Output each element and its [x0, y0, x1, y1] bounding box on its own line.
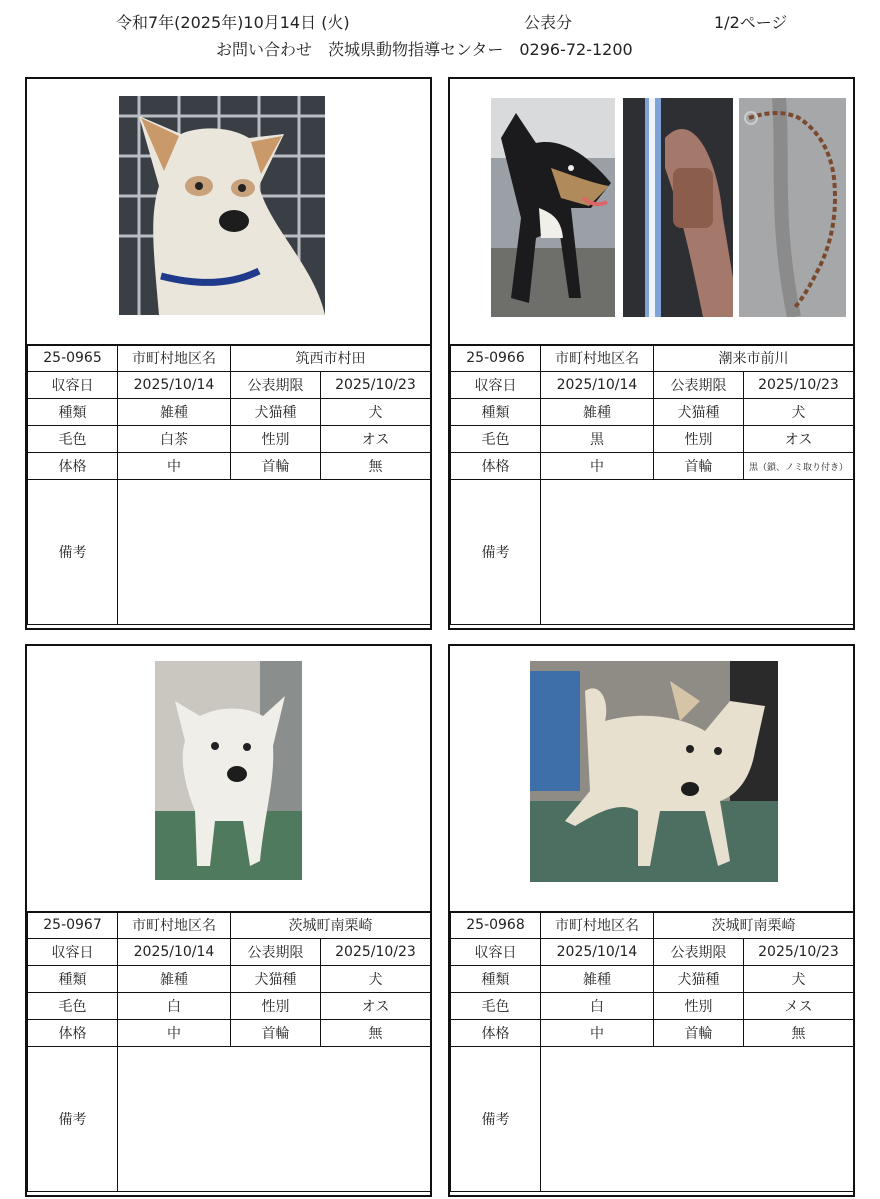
color-label: 毛色 — [28, 993, 118, 1020]
animal-card — [25, 77, 432, 630]
species-label: 犬猫種 — [231, 966, 321, 993]
size-value: 中 — [118, 453, 231, 480]
sex-value: オス — [321, 993, 431, 1020]
collar-photo — [623, 98, 733, 317]
dog-photo — [491, 98, 615, 317]
info-table — [27, 911, 431, 1192]
animal-card — [448, 77, 855, 630]
sex-label: 性別 — [654, 426, 744, 453]
color-label: 毛色 — [451, 426, 541, 453]
deadline-value: 2025/10/23 — [321, 939, 431, 966]
publication-date: 令和7年(2025年)10月14日 (火) — [116, 13, 350, 32]
deadline-value: 2025/10/23 — [321, 372, 431, 399]
deadline-label: 公表期限 — [654, 939, 744, 966]
color-value: 黒 — [541, 426, 654, 453]
dog-photo — [119, 96, 325, 315]
kind-label: 種類 — [28, 399, 118, 426]
intake-value: 2025/10/14 — [118, 372, 231, 399]
sex-value: オス — [744, 426, 854, 453]
sex-label: 性別 — [231, 426, 321, 453]
color-value: 白 — [118, 993, 231, 1020]
intake-value: 2025/10/14 — [541, 939, 654, 966]
intake-value: 2025/10/14 — [118, 939, 231, 966]
species-value: 犬 — [321, 399, 431, 426]
color-value: 白 — [541, 993, 654, 1020]
collar-label: 首輪 — [231, 1020, 321, 1047]
species-value: 犬 — [744, 399, 854, 426]
collar-value: 無 — [744, 1020, 854, 1047]
deadline-label: 公表期限 — [231, 372, 321, 399]
color-value: 白茶 — [118, 426, 231, 453]
species-value: 犬 — [321, 966, 431, 993]
animal-id: 25-0967 — [28, 912, 118, 939]
kind-label: 種類 — [28, 966, 118, 993]
kind-label: 種類 — [451, 966, 541, 993]
collar-value: 無 — [321, 453, 431, 480]
color-label: 毛色 — [28, 426, 118, 453]
remarks-label: 備考 — [451, 480, 541, 625]
color-label: 毛色 — [451, 993, 541, 1020]
deadline-label: 公表期限 — [231, 939, 321, 966]
intake-label: 収容日 — [451, 939, 541, 966]
remarks-value — [118, 1047, 431, 1192]
sex-label: 性別 — [654, 993, 744, 1020]
intake-label: 収容日 — [28, 372, 118, 399]
sex-value: メス — [744, 993, 854, 1020]
collar-label: 首輪 — [654, 453, 744, 480]
area-label: 市町村地区名 — [541, 912, 654, 939]
contact-info: お問い合わせ 茨城県動物指導センター 0296-72-1200 — [216, 40, 633, 59]
species-label: 犬猫種 — [654, 399, 744, 426]
remarks-label: 備考 — [28, 480, 118, 625]
deadline-value: 2025/10/23 — [744, 939, 854, 966]
collar-label: 首輪 — [654, 1020, 744, 1047]
size-label: 体格 — [28, 453, 118, 480]
size-value: 中 — [541, 453, 654, 480]
kind-value: 雑種 — [118, 966, 231, 993]
area-value: 潮来市前川 — [654, 345, 854, 372]
page-indicator: 1/2ページ — [714, 13, 788, 32]
remarks-value — [118, 480, 431, 625]
intake-label: 収容日 — [28, 939, 118, 966]
size-value: 中 — [541, 1020, 654, 1047]
collar-label: 首輪 — [231, 453, 321, 480]
animal-id: 25-0968 — [451, 912, 541, 939]
remarks-value — [541, 1047, 854, 1192]
info-table — [450, 911, 854, 1192]
animal-id: 25-0966 — [451, 345, 541, 372]
photo-area — [450, 646, 853, 913]
remarks-label: 備考 — [28, 1047, 118, 1192]
kind-value: 雑種 — [541, 966, 654, 993]
animal-card — [448, 644, 855, 1197]
kind-label: 種類 — [451, 399, 541, 426]
kind-value: 雑種 — [541, 399, 654, 426]
sex-value: オス — [321, 426, 431, 453]
deadline-value: 2025/10/23 — [744, 372, 854, 399]
species-label: 犬猫種 — [654, 966, 744, 993]
size-value: 中 — [118, 1020, 231, 1047]
size-label: 体格 — [28, 1020, 118, 1047]
remarks-label: 備考 — [451, 1047, 541, 1192]
size-label: 体格 — [451, 1020, 541, 1047]
kind-value: 雑種 — [118, 399, 231, 426]
info-table — [27, 344, 431, 625]
deadline-label: 公表期限 — [654, 372, 744, 399]
intake-value: 2025/10/14 — [541, 372, 654, 399]
size-label: 体格 — [451, 453, 541, 480]
animal-card — [25, 644, 432, 1197]
species-value: 犬 — [744, 966, 854, 993]
dog-photo — [530, 661, 778, 882]
area-value: 茨城町南栗崎 — [231, 912, 431, 939]
area-value: 茨城町南栗崎 — [654, 912, 854, 939]
photo-area — [27, 79, 430, 346]
photo-area — [450, 79, 853, 346]
category-label: 公表分 — [524, 13, 573, 32]
dog-photo — [155, 661, 302, 880]
chain-photo — [739, 98, 846, 317]
collar-value: 無 — [321, 1020, 431, 1047]
sex-label: 性別 — [231, 993, 321, 1020]
info-table — [450, 344, 854, 625]
area-label: 市町村地区名 — [541, 345, 654, 372]
species-label: 犬猫種 — [231, 399, 321, 426]
intake-label: 収容日 — [451, 372, 541, 399]
collar-value: 黒（鎖、ノミ取り付き） — [744, 453, 854, 480]
area-label: 市町村地区名 — [118, 912, 231, 939]
area-value: 筑西市村田 — [231, 345, 431, 372]
photo-area — [27, 646, 430, 913]
area-label: 市町村地区名 — [118, 345, 231, 372]
remarks-value — [541, 480, 854, 625]
animal-id: 25-0965 — [28, 345, 118, 372]
